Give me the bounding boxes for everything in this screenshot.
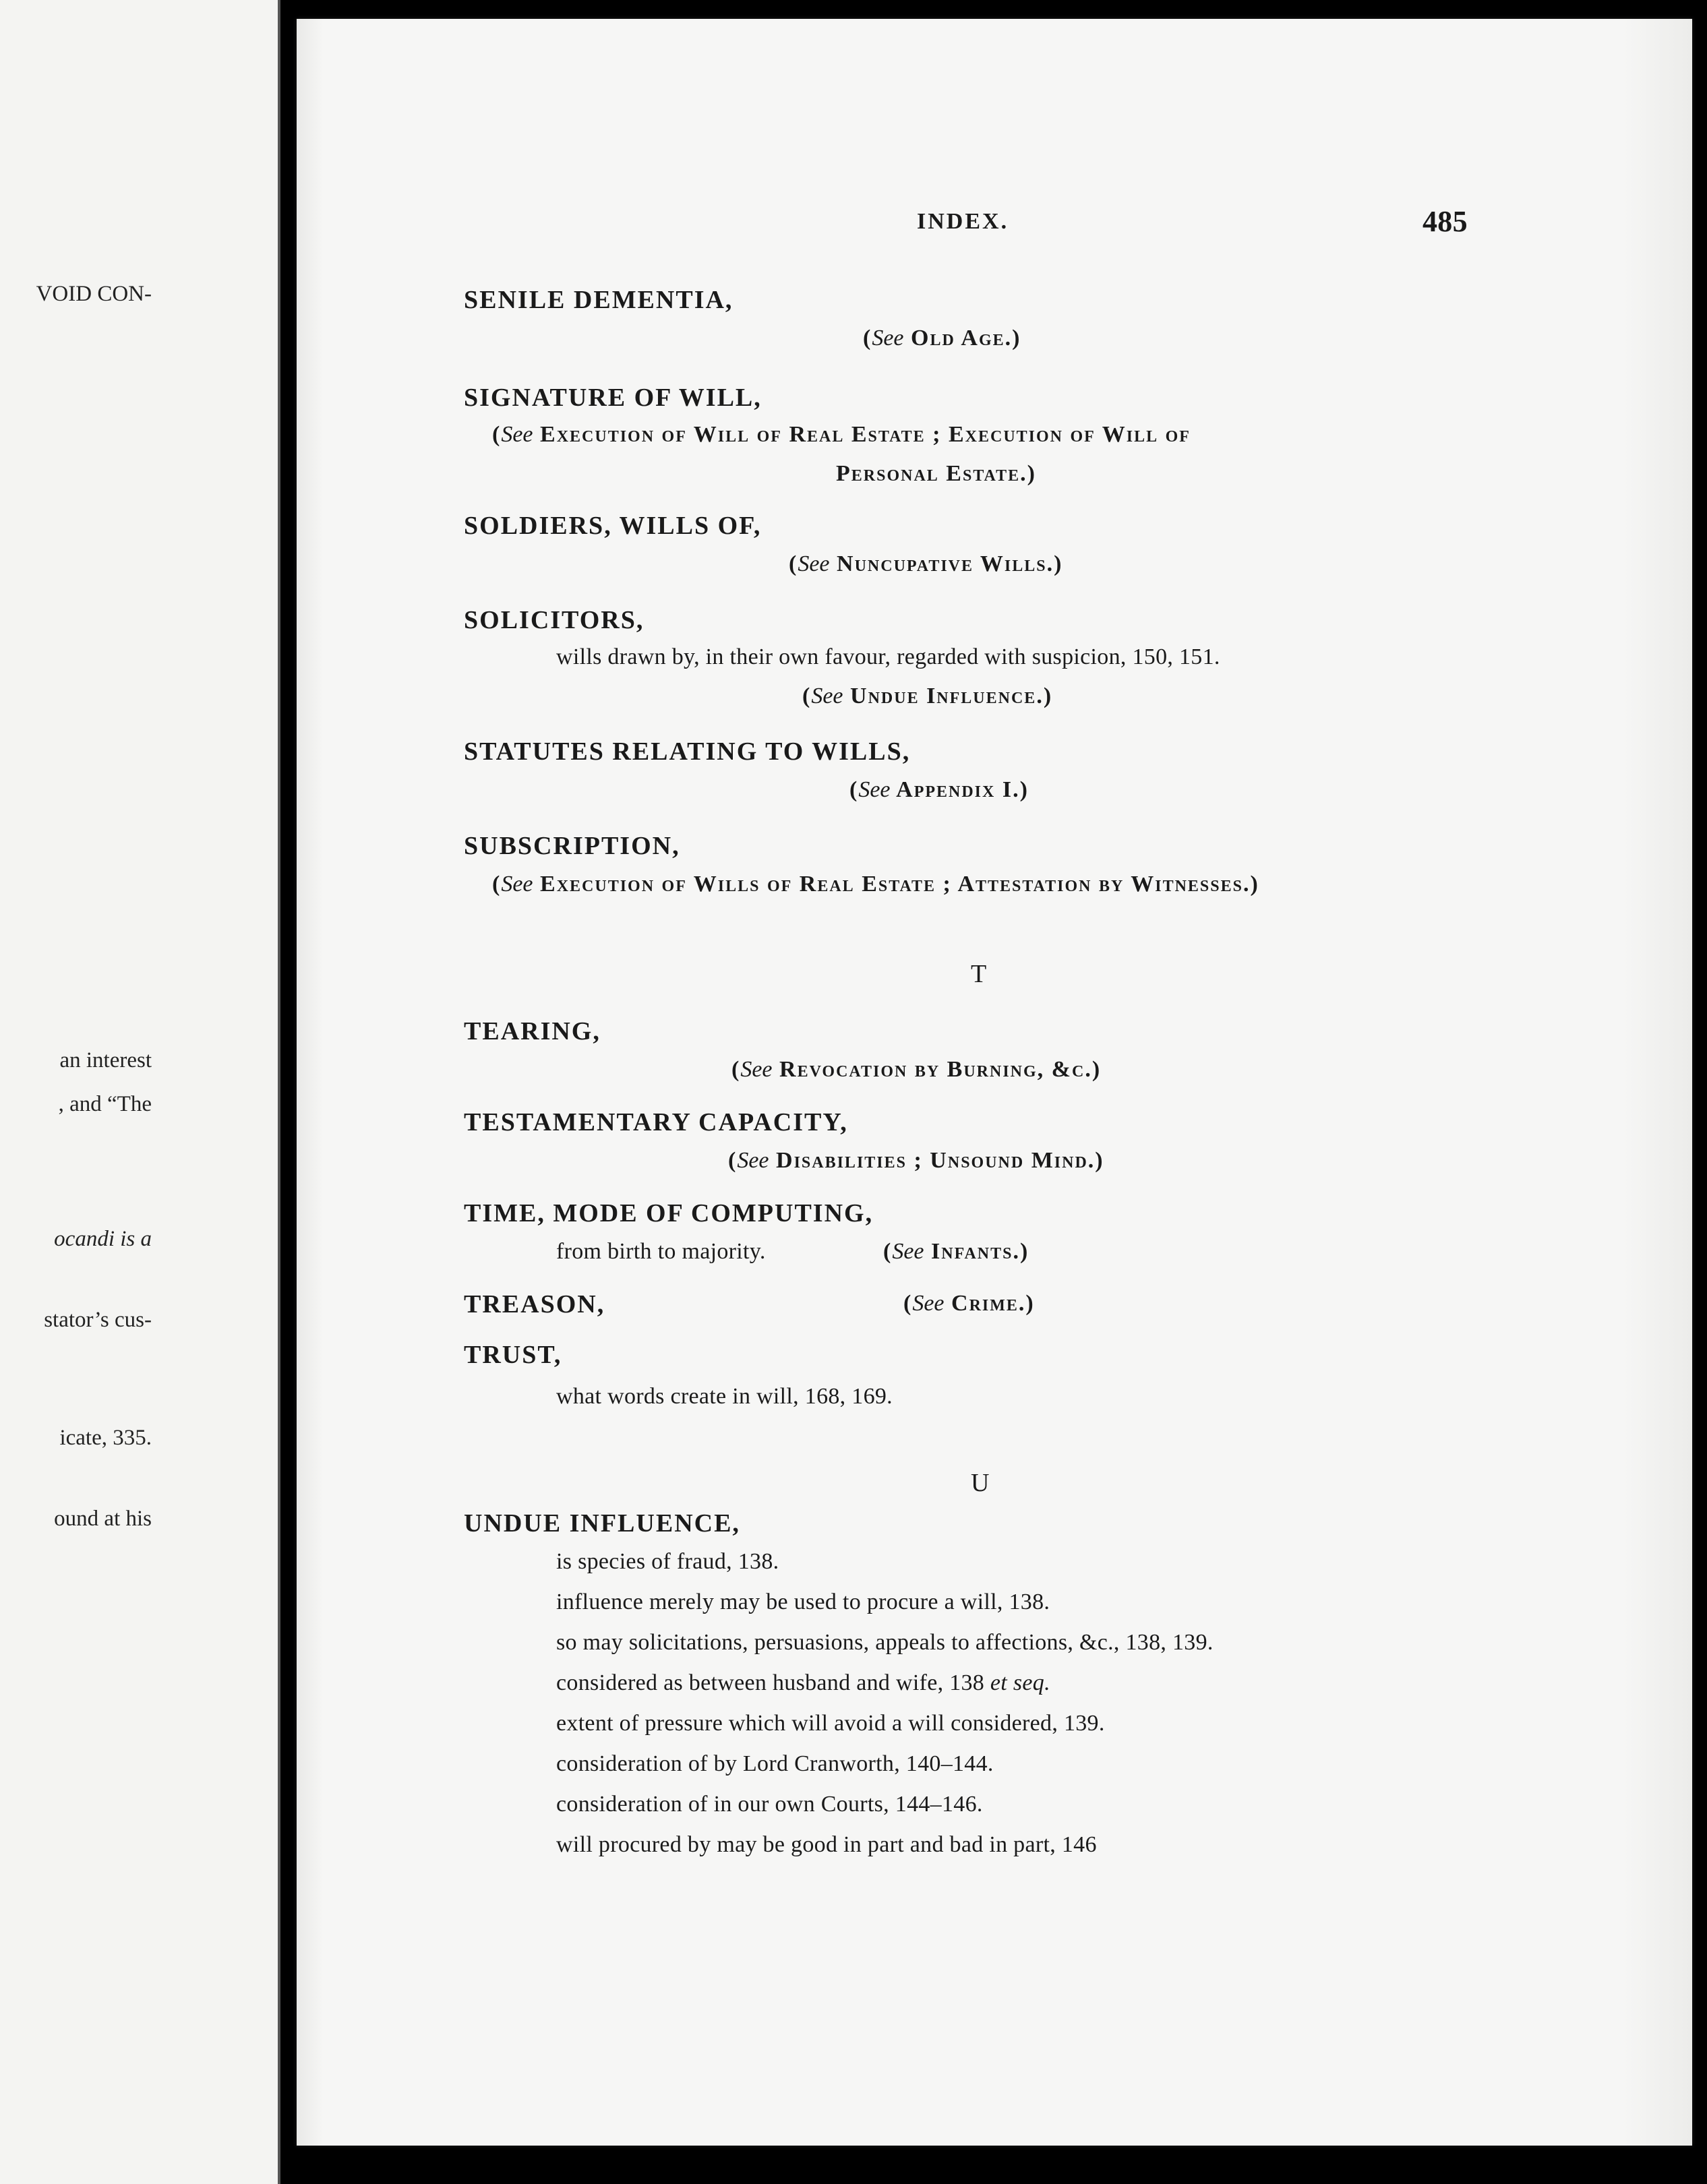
entry-line: extent of pressure which will avoid a will considered, 139. bbox=[556, 1711, 1105, 1736]
see-reference: (See Infants.) bbox=[883, 1239, 1029, 1264]
entry-line: considered as between husband and wife, 138 et seq. bbox=[556, 1670, 1050, 1695]
running-head: INDEX. bbox=[917, 209, 1009, 234]
entry-heading: SENILE DEMENTIA, bbox=[464, 286, 733, 314]
entry-line: is species of fraud, 138. bbox=[556, 1549, 779, 1574]
entry-line: influence merely may be used to procure a will, 138. bbox=[556, 1589, 1050, 1614]
entry-line: will procured by may be good in part and bad in part, 146 bbox=[556, 1832, 1097, 1857]
entry-line: what words create in will, 168, 169. bbox=[556, 1384, 893, 1409]
facing-page-text: , and “The bbox=[58, 1092, 152, 1116]
facing-page-text: stator’s cus- bbox=[44, 1308, 152, 1332]
see-reference: (See Old Age.) bbox=[863, 326, 1021, 351]
entry-heading: TREASON, bbox=[464, 1290, 605, 1318]
section-letter: U bbox=[971, 1469, 990, 1497]
see-reference: (See Execution of Wills of Real Estate ; Attestation by Witnesses.) bbox=[492, 872, 1259, 897]
entry-heading: TEARING, bbox=[464, 1017, 601, 1045]
entry-heading: TESTAMENTARY CAPACITY, bbox=[464, 1108, 848, 1136]
facing-page-text: icate, 335. bbox=[59, 1426, 152, 1450]
facing-page-text: an interest bbox=[59, 1048, 152, 1072]
facing-page-text: ocandi is a bbox=[54, 1227, 152, 1251]
see-reference: (See Undue Influence.) bbox=[802, 684, 1053, 708]
entry-line: from birth to majority. bbox=[556, 1239, 766, 1264]
entry-heading: STATUTES RELATING TO WILLS, bbox=[464, 737, 911, 766]
entry-heading: TRUST, bbox=[464, 1341, 562, 1369]
entry-heading: SOLICITORS, bbox=[464, 606, 645, 634]
entry-heading: UNDUE INFLUENCE, bbox=[464, 1509, 740, 1538]
entry-heading: SIGNATURE OF WILL, bbox=[464, 384, 762, 412]
section-letter: T bbox=[971, 960, 987, 988]
entry-line: wills drawn by, in their own favour, regarded with suspicion, 150, 151. bbox=[556, 644, 1220, 669]
facing-page-text: ound at his bbox=[54, 1507, 152, 1531]
entry-line: so may solicitations, persuasions, appeals to affections, &c., 138, 139. bbox=[556, 1630, 1214, 1655]
see-reference: (See Appendix I.) bbox=[849, 777, 1029, 802]
see-reference: (See Disabilities ; Unsound Mind.) bbox=[728, 1148, 1104, 1173]
see-reference-continued: Personal Estate.) bbox=[836, 461, 1036, 486]
facing-page-text: VOID CON- bbox=[36, 282, 152, 306]
index-page bbox=[297, 19, 1692, 2146]
entry-line: consideration of by Lord Cranworth, 140–144. bbox=[556, 1751, 994, 1776]
see-reference: (See Crime.) bbox=[903, 1291, 1035, 1316]
facing-page bbox=[0, 0, 280, 2184]
see-reference: (See Execution of Will of Real Estate ; Execution of Will of bbox=[492, 422, 1191, 447]
page-number: 485 bbox=[1422, 205, 1468, 238]
entry-heading: TIME, MODE OF COMPUTING, bbox=[464, 1199, 874, 1227]
page-gutter bbox=[278, 0, 280, 2184]
see-reference: (See Revocation by Burning, &c.) bbox=[731, 1057, 1102, 1082]
entry-heading: SUBSCRIPTION, bbox=[464, 832, 680, 860]
entry-line: consideration of in our own Courts, 144–146. bbox=[556, 1792, 983, 1817]
see-reference: (See Nuncupative Wills.) bbox=[789, 551, 1063, 576]
entry-heading: SOLDIERS, WILLS OF, bbox=[464, 512, 762, 540]
